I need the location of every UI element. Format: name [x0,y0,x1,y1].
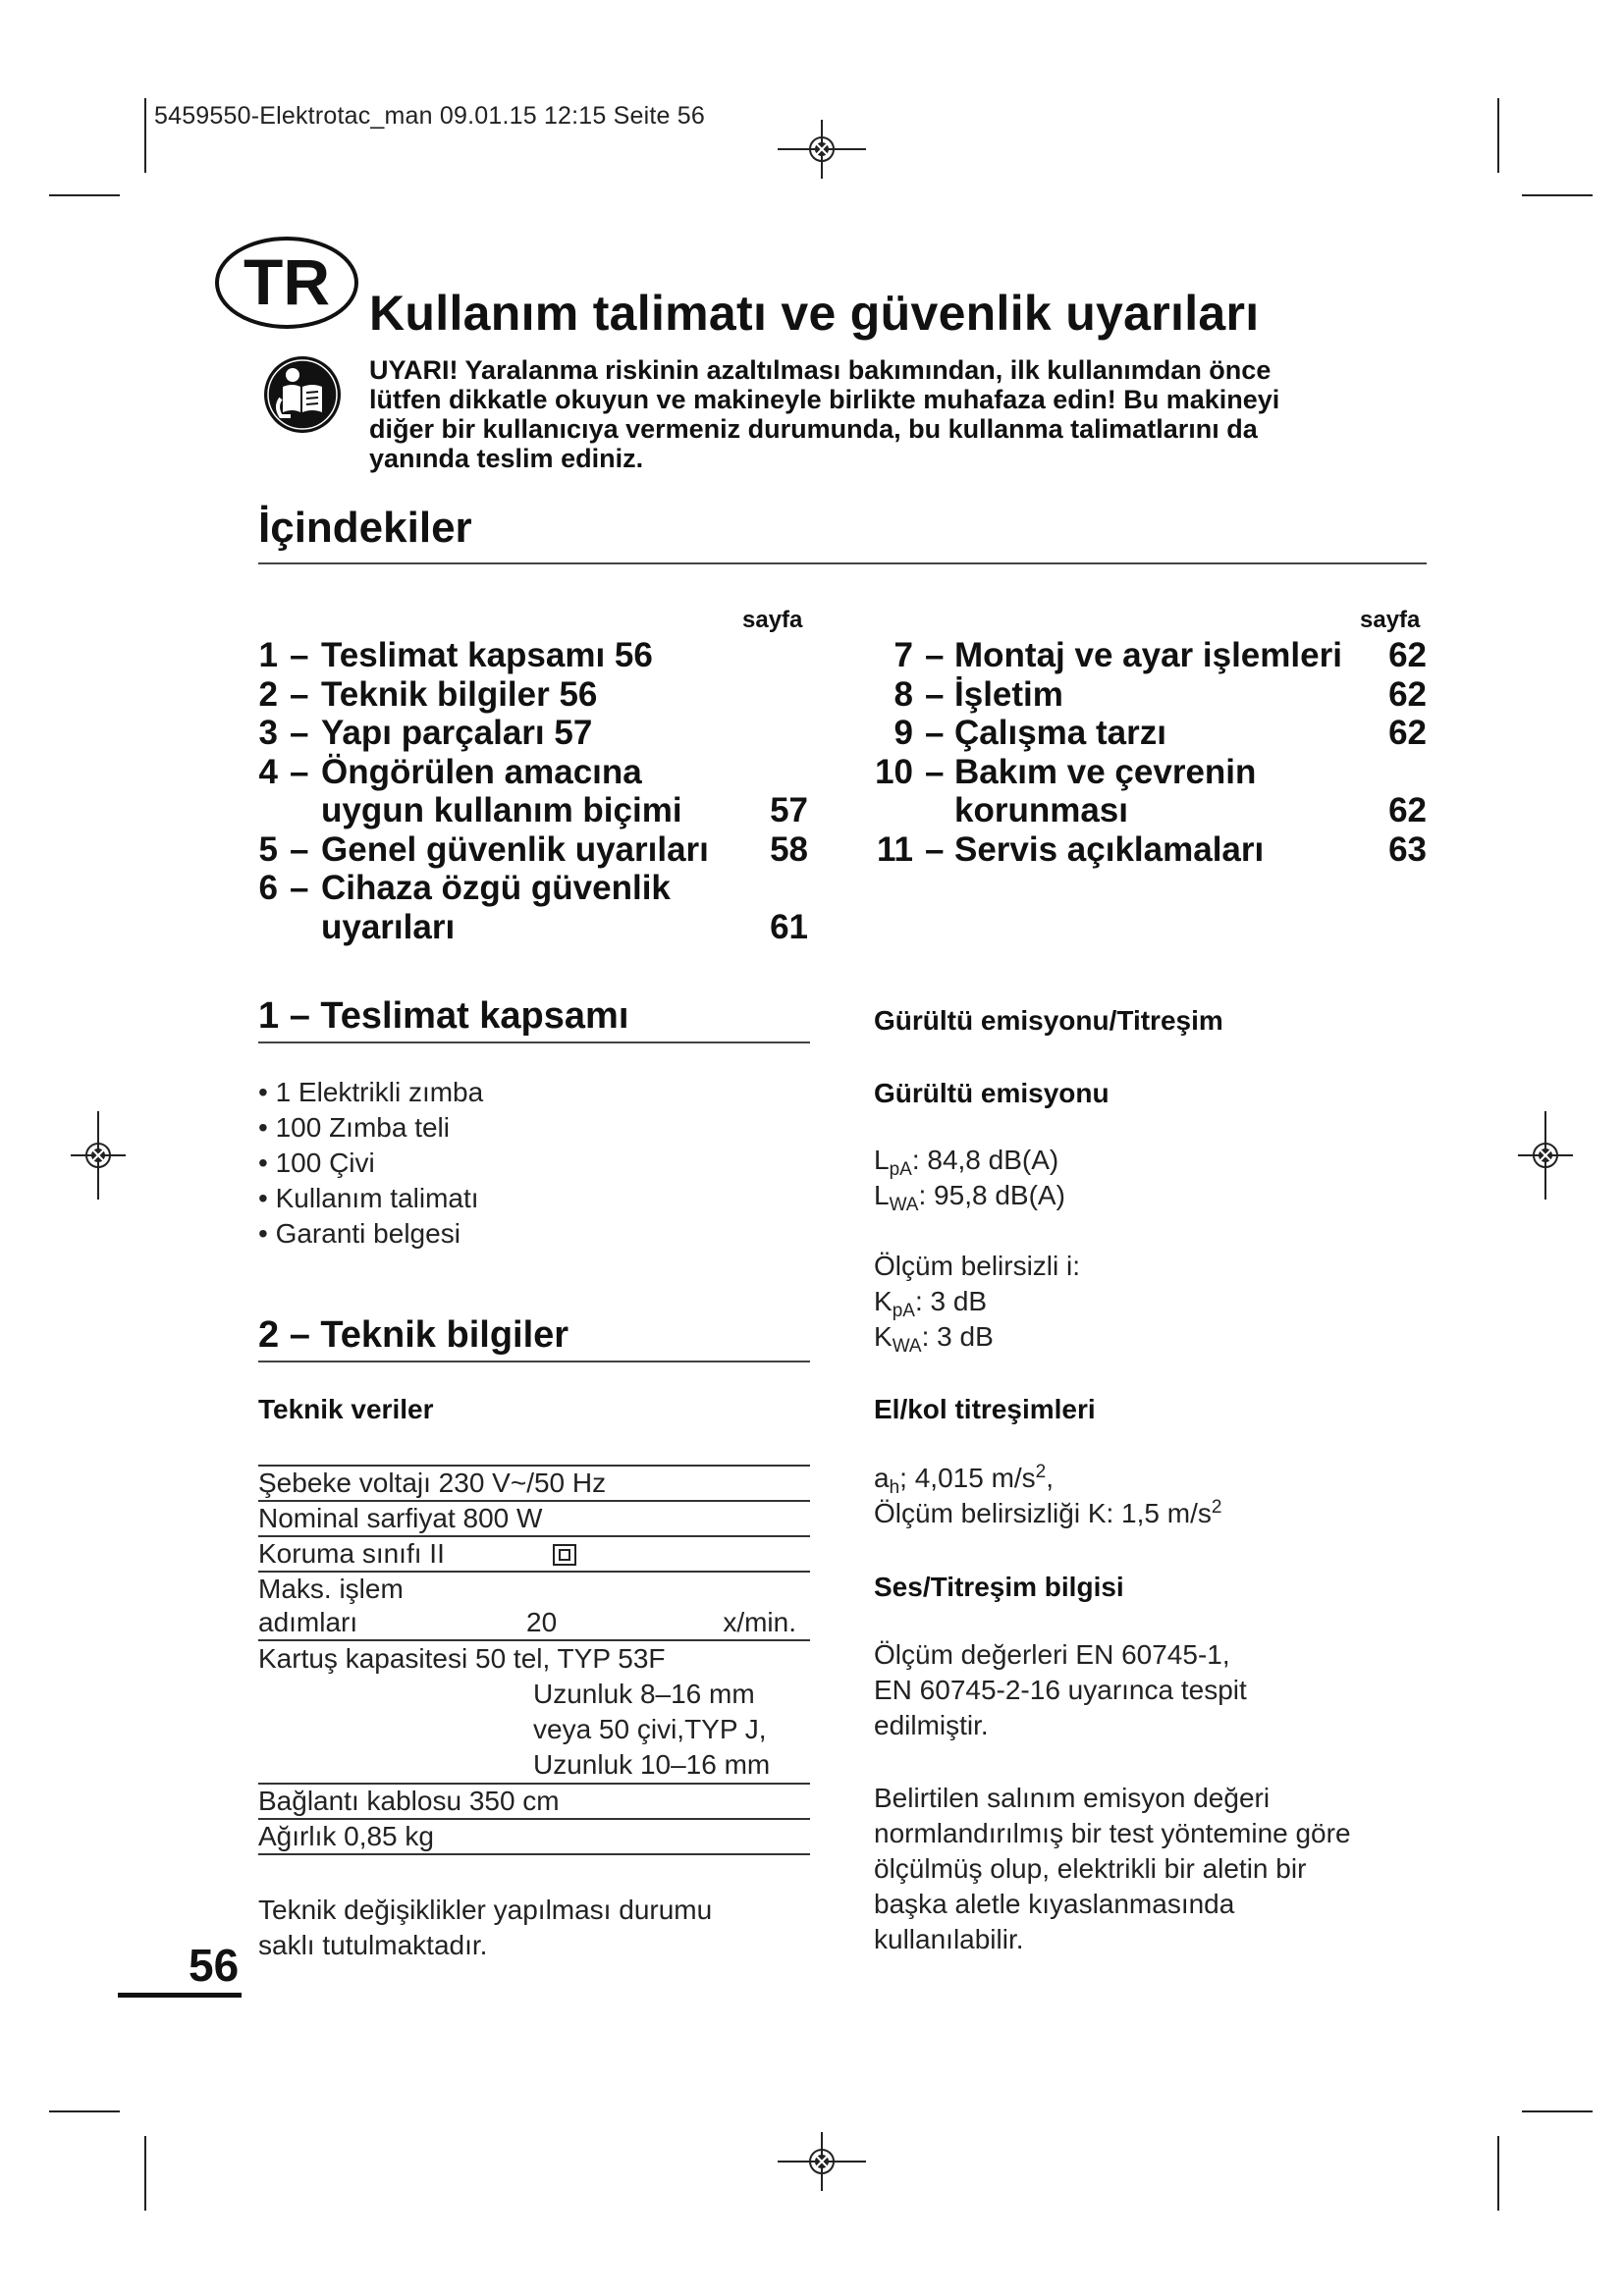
table-row [258,1783,810,1818]
toc-item [258,753,808,792]
warning-text [369,355,1390,473]
toc-item [258,869,808,908]
list-item: • Garanti belgesi [258,1218,460,1249]
table-cell: Ağırlık 0,85 kg [258,1821,434,1851]
toc-item-page: 58 [770,829,808,869]
print-slug: 5459550-Elektrotac_man 09.01.15 12:15 Seite 56 [154,102,705,130]
toc-item-label: Yapı parçaları 57 [321,714,593,752]
toc-page-label: sayfa [1360,607,1421,633]
toc-item [874,791,1427,830]
table-cell: Maks. işlem [258,1574,404,1604]
tech-data-table [258,1465,810,1855]
table-cell: Koruma sınıfı II [258,1538,445,1569]
country-code-badge [214,236,359,330]
toc-item-label: Teknik bilgiler 56 [321,674,598,714]
toc-item [258,675,808,715]
table-cell: Şebeke voltajı 230 V~/50 Hz [258,1468,607,1498]
toc-page-label: sayfa [742,607,803,633]
registration-mark-icon [778,2132,866,2191]
read-manual-icon [263,355,342,434]
paragraph-line: Belirtilen salınım emisyon değeri [874,1783,1271,1813]
toc-item [874,714,1427,753]
toc-item-dash: – [925,714,945,752]
warning-line: lütfen dikkatle okuyun ve makineyle birlikte muhafaza edin! Bu makineyi [369,385,1280,414]
registration-mark-icon [1518,1111,1573,1200]
toc-item [874,830,1427,870]
crop-mark [1522,194,1593,196]
paragraph-line: başka aletle kıyaslanmasında [874,1889,1235,1919]
uncertainty-values [874,1249,1080,1355]
toc-item-label: Genel güvenlik uyarıları [321,829,709,869]
table-row [258,1535,810,1571]
toc-item-number: 6 [258,869,278,907]
toc-item-page: 63 [1388,829,1427,869]
toc-item-number: 7 [893,636,913,674]
section-title: 1 – Teslimat kapsamı [258,995,629,1037]
vibration-heading: El/kol titreşimleri [874,1394,1096,1424]
toc-item [258,714,808,753]
table-row [258,1639,810,1783]
toc-item-page: 62 [1388,791,1427,829]
lwa-value: $L_{WA}$: 95,8 dB(A) [874,1180,1065,1215]
toc-item-label: Montaj ve ayar işlemleri [954,636,1342,674]
crop-mark [144,98,146,173]
toc-item-number: 5 [258,829,278,869]
protection-class-ii-icon [553,1544,576,1566]
sound-info-heading: Ses/Titreşim bilgisi [874,1572,1124,1602]
toc-item-dash: – [290,752,309,791]
toc-item-label: Cihaza özgü güvenlik [321,869,671,907]
table-row [258,1818,810,1855]
toc-item-label: korunması [954,791,1128,829]
registration-mark-icon [778,120,866,179]
crop-mark [1497,2136,1499,2211]
toc-item-label: Çalışma tarzı [954,714,1166,752]
toc-left-column [258,636,808,946]
crop-mark [49,194,120,196]
table-cell: Uzunluk 10–16 mm [533,1749,771,1780]
subsection-heading: Teknik veriler [258,1394,434,1424]
toc-item [874,675,1427,715]
toc-item-number: 9 [893,714,913,752]
page-number: 56 [189,1940,240,1991]
section-divider [258,1361,810,1362]
table-row [258,1571,810,1639]
toc-item-number: 10 [875,752,913,791]
table-cell: Bağlantı kablosu 350 cm [258,1786,560,1816]
warning-line: UYARI! Yaralanma riskinin azaltılması bakımından, ilk kullanımdan önce [369,355,1272,385]
toc-item-dash: – [925,752,945,791]
toc-item-dash: – [925,636,945,674]
toc-item-label: Bakım ve çevrenin [954,752,1257,791]
paragraph-line: Ölçüm değerleri EN 60745-1, [874,1639,1230,1670]
paragraph-line: normlandırılmış bir test yöntemine göre [874,1818,1351,1848]
emission-paragraph [874,1781,1351,1957]
toc-item-number: 3 [258,714,278,752]
toc-right-column [874,636,1427,869]
sound-values [874,1143,1065,1213]
paragraph-line: ölçülmüş olup, elektrikli bir aletin bir [874,1853,1307,1884]
uncertainty-label: Ölçüm belirsizli i: [874,1251,1081,1281]
warning-line: diğer bir kullanıcıya vermeniz durumunda, bu kullanma talimatlarını da [369,414,1258,444]
crop-mark [1522,2110,1593,2112]
toc-divider [258,562,1427,564]
noise-emission-heading: Gürültü emisyonu [874,1078,1110,1108]
toc-item-number: 2 [258,674,278,714]
section-divider [258,1041,810,1043]
toc-item-number: 11 [877,829,913,869]
toc-item-page: 62 [1388,674,1427,714]
toc-item-dash: – [290,869,309,907]
table-cell: x/min. [723,1607,796,1637]
page-number-rule [118,1993,242,1998]
toc-item-number: 1 [258,636,278,674]
toc-item [874,636,1427,675]
list-item: • Kullanım talimatı [258,1183,479,1213]
toc-item-page: 61 [770,907,808,946]
table-row [258,1500,810,1535]
registration-mark-icon [71,1111,126,1200]
toc-item [258,791,808,830]
crop-mark [144,2136,146,2211]
toc-item-label: Servis açıklamaları [954,829,1265,869]
toc-item [874,753,1427,792]
toc-item-page: 57 [770,791,808,829]
table-cell: veya 50 çivi,TYP J, [533,1714,767,1744]
table-cell: Nominal sarfiyat 800 W [258,1503,543,1533]
toc-item-dash: – [925,829,945,869]
toc-item-label: uyarıları [321,907,456,946]
toc-item-label: İşletim [954,674,1063,714]
toc-item [258,636,808,675]
table-cell: Uzunluk 8–16 mm [533,1679,755,1709]
toc-item-label: uygun kullanım biçimi [321,791,682,829]
lpa-value: $L_{pA}$: 84,8 dB(A) [874,1145,1059,1180]
toc-item-dash: – [290,674,309,714]
paragraph-line: EN 60745-2-16 uyarınca tespit [874,1675,1247,1705]
toc-item-page: 62 [1388,636,1427,674]
toc-item-label: Teslimat kapsamı 56 [321,636,653,674]
toc-item-number: 4 [258,752,278,791]
kwa-value: $K_{WA}$: 3 dB [874,1321,994,1357]
delivery-list [258,1075,483,1252]
kpa-value: $K_{pA}$: 3 dB [874,1286,988,1321]
paragraph-line: edilmiştir. [874,1710,989,1740]
noise-heading: Gürültü emisyonu/Titreşim [874,1005,1223,1036]
vibration-values [874,1461,1221,1531]
toc-item-dash: – [290,829,309,869]
toc-item [258,908,808,947]
country-code: TR [244,245,330,318]
table-cell: Kartuş kapasitesi 50 tel, TYP 53F [258,1643,666,1674]
measurement-paragraph [874,1637,1247,1743]
toc-item-page: 62 [1388,714,1427,752]
list-item: • 100 Zımba teli [258,1112,451,1143]
section-title: 2 – Teknik bilgiler [258,1314,569,1356]
note-line: saklı tutulmaktadır. [258,1930,488,1960]
ah-value: $a_h$; 4,015 $m/s^2$, [874,1462,1055,1498]
table-cell: adımları [258,1607,358,1637]
toc-item [258,830,808,870]
note-line: Teknik değişiklikler yapılması durumu [258,1895,713,1925]
toc-item-number: 8 [893,674,913,714]
list-item: • 100 Çivi [258,1148,375,1178]
table-cell: 20 [526,1607,558,1637]
toc-item-dash: – [290,636,309,674]
table-row [258,1465,810,1500]
warning-line: yanında teslim ediniz. [369,444,644,473]
toc-item-dash: – [925,674,945,714]
toc-item-dash: – [290,714,309,752]
crop-mark [1497,98,1499,173]
paragraph-line: kullanılabilir. [874,1924,1024,1954]
toc-title: İçindekiler [258,504,472,552]
k-value: Ölçüm belirsizliği K: 1,5 $m/s^2$ [874,1497,1222,1528]
crop-mark [49,2110,120,2112]
list-item: • 1 Elektrikli zımba [258,1077,484,1107]
page-title: Kullanım talimatı ve güvenlik uyarıları [369,286,1260,341]
toc-item-label: Öngörülen amacına [321,752,642,791]
tech-note [258,1893,712,1963]
